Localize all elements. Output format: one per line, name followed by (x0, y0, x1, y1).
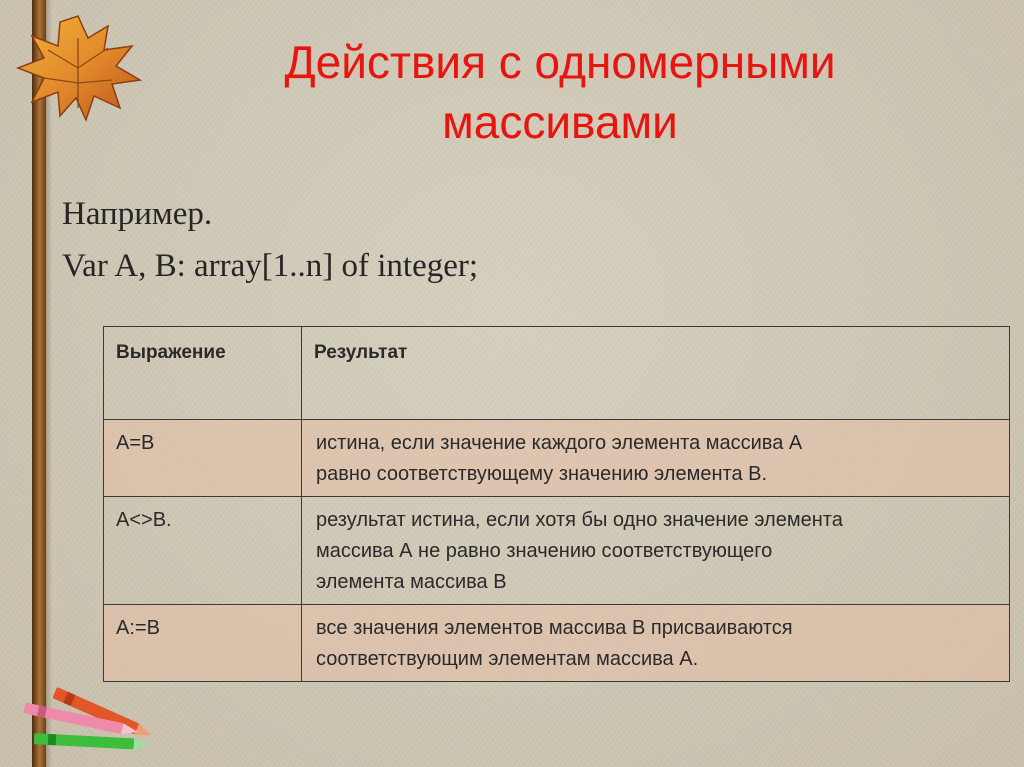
cell-result (302, 420, 1010, 497)
intro-example-label: Например. (62, 196, 213, 232)
cell-expression: A<>B. (104, 497, 302, 605)
result-line: истина, если значение каждого элемента массива А (316, 432, 803, 454)
intro-declaration: Var A, B: array[1..n] of integer; (62, 248, 479, 284)
result-line: результат истина, если хотя бы одно значение элемента (316, 509, 843, 531)
result-line: массива А не равно значению соответствующего (316, 540, 773, 562)
table-row (104, 497, 1010, 605)
crayons-icon (8, 686, 168, 761)
operations-table (103, 326, 1010, 682)
cell-expression: A=B (104, 420, 302, 497)
header-result: Результат (302, 327, 1010, 420)
slide-title-line-1: Действия с одномерными (284, 36, 836, 88)
result-line: соответствующим элементам массива А. (316, 648, 699, 670)
result-line: все значения элементов массива В присваиваются (316, 617, 793, 639)
result-line: равно соответствующему значению элемента В. (316, 463, 768, 485)
cell-result (302, 605, 1010, 682)
cell-expression: A:=B (104, 605, 302, 682)
intro-text (62, 188, 478, 292)
header-expression: Выражение (104, 327, 302, 420)
table-row (104, 420, 1010, 497)
slide-title-line-2: массивами (442, 96, 678, 148)
result-line: элемента массива В (316, 571, 507, 593)
table-row (104, 605, 1010, 682)
slide-title (120, 32, 1000, 152)
table-header-row (104, 327, 1010, 420)
cell-result (302, 497, 1010, 605)
